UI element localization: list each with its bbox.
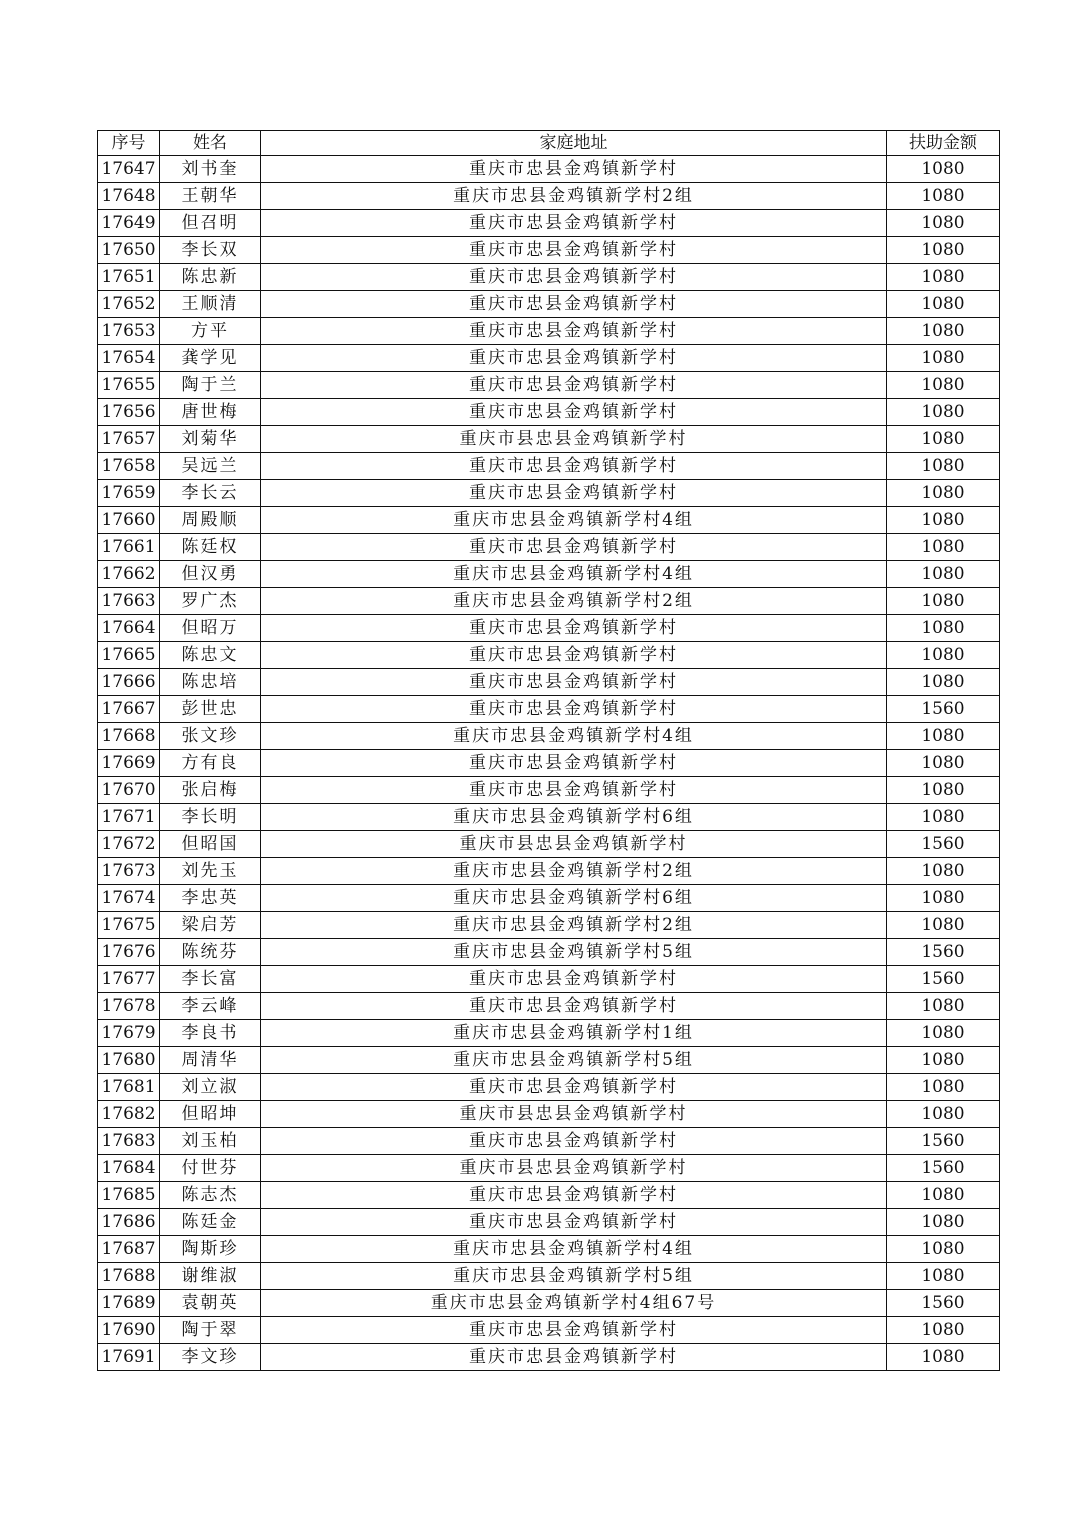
cell-name: 王顺清	[160, 291, 261, 318]
cell-seq: 17672	[98, 831, 160, 858]
cell-seq: 17675	[98, 912, 160, 939]
cell-seq: 17665	[98, 642, 160, 669]
cell-amount: 1080	[887, 723, 1000, 750]
cell-amount: 1080	[887, 1344, 1000, 1371]
cell-name: 但昭国	[160, 831, 261, 858]
cell-amount: 1080	[887, 615, 1000, 642]
cell-amount: 1080	[887, 534, 1000, 561]
table-row	[98, 507, 1000, 534]
header-name: 姓名	[160, 131, 261, 156]
cell-amount: 1080	[887, 1317, 1000, 1344]
cell-address: 重庆市忠县金鸡镇新学村	[261, 372, 887, 399]
cell-seq: 17662	[98, 561, 160, 588]
cell-amount: 1080	[887, 399, 1000, 426]
cell-address: 重庆市忠县金鸡镇新学村	[261, 642, 887, 669]
cell-address: 重庆市忠县金鸡镇新学村	[261, 777, 887, 804]
table-row	[98, 615, 1000, 642]
cell-seq: 17684	[98, 1155, 160, 1182]
cell-seq: 17678	[98, 993, 160, 1020]
cell-seq: 17682	[98, 1101, 160, 1128]
cell-address: 重庆市忠县金鸡镇新学村4组	[261, 723, 887, 750]
table-row	[98, 804, 1000, 831]
table-row	[98, 561, 1000, 588]
cell-name: 吴远兰	[160, 453, 261, 480]
cell-seq: 17683	[98, 1128, 160, 1155]
cell-seq: 17687	[98, 1236, 160, 1263]
cell-address: 重庆市忠县金鸡镇新学村	[261, 291, 887, 318]
cell-name: 刘先玉	[160, 858, 261, 885]
cell-seq: 17679	[98, 1020, 160, 1047]
cell-amount: 1080	[887, 345, 1000, 372]
cell-seq: 17656	[98, 399, 160, 426]
cell-address: 重庆市忠县金鸡镇新学村	[261, 345, 887, 372]
cell-name: 梁启芳	[160, 912, 261, 939]
cell-amount: 1080	[887, 777, 1000, 804]
cell-address: 重庆市忠县金鸡镇新学村	[261, 156, 887, 183]
table-row	[98, 291, 1000, 318]
cell-name: 陈志杰	[160, 1182, 261, 1209]
cell-seq: 17685	[98, 1182, 160, 1209]
cell-seq: 17691	[98, 1344, 160, 1371]
cell-amount: 1080	[887, 480, 1000, 507]
table-row	[98, 318, 1000, 345]
cell-address: 重庆市忠县金鸡镇新学村	[261, 615, 887, 642]
header-amount: 扶助金额	[887, 131, 1000, 156]
cell-name: 陈忠文	[160, 642, 261, 669]
cell-name: 刘书奎	[160, 156, 261, 183]
cell-address: 重庆市忠县金鸡镇新学村	[261, 453, 887, 480]
cell-address: 重庆市忠县金鸡镇新学村	[261, 669, 887, 696]
cell-amount: 1080	[887, 183, 1000, 210]
cell-address: 重庆市县忠县金鸡镇新学村	[261, 426, 887, 453]
cell-name: 陈廷权	[160, 534, 261, 561]
cell-amount: 1080	[887, 1101, 1000, 1128]
table-body	[98, 156, 1000, 1371]
cell-seq: 17667	[98, 696, 160, 723]
cell-address: 重庆市忠县金鸡镇新学村	[261, 210, 887, 237]
table-row	[98, 1209, 1000, 1236]
cell-amount: 1080	[887, 1209, 1000, 1236]
cell-name: 陈统芬	[160, 939, 261, 966]
cell-seq: 17658	[98, 453, 160, 480]
cell-address: 重庆市忠县金鸡镇新学村1组	[261, 1020, 887, 1047]
cell-seq: 17657	[98, 426, 160, 453]
cell-name: 袁朝英	[160, 1290, 261, 1317]
cell-address: 重庆市忠县金鸡镇新学村4组	[261, 561, 887, 588]
cell-name: 方平	[160, 318, 261, 345]
cell-amount: 1080	[887, 804, 1000, 831]
cell-amount: 1080	[887, 1182, 1000, 1209]
cell-name: 但昭万	[160, 615, 261, 642]
header-address: 家庭地址	[261, 131, 887, 156]
cell-amount: 1080	[887, 372, 1000, 399]
cell-seq: 17668	[98, 723, 160, 750]
table-row	[98, 156, 1000, 183]
cell-amount: 1080	[887, 507, 1000, 534]
cell-amount: 1080	[887, 885, 1000, 912]
cell-address: 重庆市忠县金鸡镇新学村	[261, 318, 887, 345]
cell-name: 王朝华	[160, 183, 261, 210]
cell-name: 但昭坤	[160, 1101, 261, 1128]
cell-amount: 1080	[887, 264, 1000, 291]
cell-seq: 17681	[98, 1074, 160, 1101]
table-row	[98, 831, 1000, 858]
cell-amount: 1080	[887, 858, 1000, 885]
cell-address: 重庆市忠县金鸡镇新学村5组	[261, 939, 887, 966]
cell-address: 重庆市忠县金鸡镇新学村2组	[261, 912, 887, 939]
cell-name: 李忠英	[160, 885, 261, 912]
cell-address: 重庆市忠县金鸡镇新学村5组	[261, 1047, 887, 1074]
table-row	[98, 1101, 1000, 1128]
cell-name: 龚学见	[160, 345, 261, 372]
cell-seq: 17670	[98, 777, 160, 804]
cell-amount: 1560	[887, 831, 1000, 858]
cell-seq: 17648	[98, 183, 160, 210]
cell-seq: 17650	[98, 237, 160, 264]
cell-amount: 1080	[887, 750, 1000, 777]
cell-name: 李良书	[160, 1020, 261, 1047]
table-row	[98, 1047, 1000, 1074]
cell-name: 陶斯珍	[160, 1236, 261, 1263]
cell-address: 重庆市忠县金鸡镇新学村	[261, 1209, 887, 1236]
table-row	[98, 1155, 1000, 1182]
table-row	[98, 912, 1000, 939]
cell-amount: 1080	[887, 1074, 1000, 1101]
table-row	[98, 1263, 1000, 1290]
table-row	[98, 237, 1000, 264]
table-row	[98, 1290, 1000, 1317]
cell-name: 刘立淑	[160, 1074, 261, 1101]
cell-amount: 1080	[887, 912, 1000, 939]
table-row	[98, 993, 1000, 1020]
cell-address: 重庆市忠县金鸡镇新学村	[261, 1182, 887, 1209]
cell-name: 陶于兰	[160, 372, 261, 399]
cell-address: 重庆市忠县金鸡镇新学村2组	[261, 588, 887, 615]
cell-address: 重庆市忠县金鸡镇新学村	[261, 696, 887, 723]
cell-seq: 17652	[98, 291, 160, 318]
cell-seq: 17689	[98, 1290, 160, 1317]
cell-amount: 1080	[887, 642, 1000, 669]
cell-seq: 17674	[98, 885, 160, 912]
cell-amount: 1080	[887, 1020, 1000, 1047]
table-row	[98, 453, 1000, 480]
cell-address: 重庆市忠县金鸡镇新学村	[261, 750, 887, 777]
cell-name: 陈忠新	[160, 264, 261, 291]
cell-address: 重庆市忠县金鸡镇新学村	[261, 1317, 887, 1344]
subsidy-table	[97, 130, 1000, 1371]
cell-seq: 17686	[98, 1209, 160, 1236]
cell-address: 重庆市忠县金鸡镇新学村	[261, 966, 887, 993]
cell-seq: 17653	[98, 318, 160, 345]
cell-seq: 17649	[98, 210, 160, 237]
cell-name: 李长云	[160, 480, 261, 507]
cell-name: 周殿顺	[160, 507, 261, 534]
cell-name: 李云峰	[160, 993, 261, 1020]
table-row	[98, 750, 1000, 777]
cell-amount: 1080	[887, 453, 1000, 480]
cell-address: 重庆市忠县金鸡镇新学村4组	[261, 1236, 887, 1263]
cell-amount: 1080	[887, 561, 1000, 588]
cell-address: 重庆市忠县金鸡镇新学村	[261, 237, 887, 264]
cell-address: 重庆市忠县金鸡镇新学村	[261, 1344, 887, 1371]
cell-name: 李文珍	[160, 1344, 261, 1371]
table-row	[98, 345, 1000, 372]
cell-address: 重庆市忠县金鸡镇新学村	[261, 480, 887, 507]
cell-address: 重庆市忠县金鸡镇新学村6组	[261, 804, 887, 831]
cell-address: 重庆市县忠县金鸡镇新学村	[261, 831, 887, 858]
cell-amount: 1560	[887, 1155, 1000, 1182]
cell-address: 重庆市县忠县金鸡镇新学村	[261, 1155, 887, 1182]
table-row	[98, 723, 1000, 750]
cell-address: 重庆市忠县金鸡镇新学村	[261, 399, 887, 426]
cell-address: 重庆市县忠县金鸡镇新学村	[261, 1101, 887, 1128]
cell-seq: 17671	[98, 804, 160, 831]
cell-name: 但召明	[160, 210, 261, 237]
table-row	[98, 534, 1000, 561]
cell-address: 重庆市忠县金鸡镇新学村6组	[261, 885, 887, 912]
cell-address: 重庆市忠县金鸡镇新学村5组	[261, 1263, 887, 1290]
cell-amount: 1080	[887, 993, 1000, 1020]
cell-name: 陈廷金	[160, 1209, 261, 1236]
cell-amount: 1560	[887, 1290, 1000, 1317]
cell-amount: 1560	[887, 696, 1000, 723]
cell-seq: 17680	[98, 1047, 160, 1074]
cell-seq: 17669	[98, 750, 160, 777]
cell-name: 陈忠培	[160, 669, 261, 696]
cell-seq: 17663	[98, 588, 160, 615]
cell-name: 李长富	[160, 966, 261, 993]
cell-amount: 1080	[887, 669, 1000, 696]
cell-seq: 17676	[98, 939, 160, 966]
cell-seq: 17659	[98, 480, 160, 507]
cell-name: 周清华	[160, 1047, 261, 1074]
cell-name: 谢维淑	[160, 1263, 261, 1290]
table-row	[98, 399, 1000, 426]
table-row	[98, 210, 1000, 237]
table-row	[98, 642, 1000, 669]
cell-amount: 1560	[887, 966, 1000, 993]
cell-address: 重庆市忠县金鸡镇新学村	[261, 1074, 887, 1101]
cell-seq: 17654	[98, 345, 160, 372]
cell-amount: 1560	[887, 939, 1000, 966]
cell-address: 重庆市忠县金鸡镇新学村	[261, 264, 887, 291]
cell-amount: 1560	[887, 1128, 1000, 1155]
cell-amount: 1080	[887, 318, 1000, 345]
header-seq: 序号	[98, 131, 160, 156]
cell-address: 重庆市忠县金鸡镇新学村	[261, 993, 887, 1020]
table-row	[98, 1344, 1000, 1371]
cell-name: 唐世梅	[160, 399, 261, 426]
table-row	[98, 966, 1000, 993]
cell-name: 李长明	[160, 804, 261, 831]
cell-seq: 17664	[98, 615, 160, 642]
cell-address: 重庆市忠县金鸡镇新学村4组67号	[261, 1290, 887, 1317]
cell-name: 李长双	[160, 237, 261, 264]
table-row	[98, 696, 1000, 723]
cell-name: 张文珍	[160, 723, 261, 750]
table-row	[98, 885, 1000, 912]
cell-amount: 1080	[887, 1236, 1000, 1263]
table-row	[98, 858, 1000, 885]
table-row	[98, 1182, 1000, 1209]
cell-name: 罗广杰	[160, 588, 261, 615]
cell-name: 刘菊华	[160, 426, 261, 453]
table-row	[98, 1236, 1000, 1263]
table-row	[98, 939, 1000, 966]
table-row	[98, 1020, 1000, 1047]
cell-amount: 1080	[887, 1263, 1000, 1290]
cell-address: 重庆市忠县金鸡镇新学村2组	[261, 858, 887, 885]
table-row	[98, 372, 1000, 399]
cell-name: 彭世忠	[160, 696, 261, 723]
cell-name: 但汉勇	[160, 561, 261, 588]
cell-address: 重庆市忠县金鸡镇新学村	[261, 534, 887, 561]
cell-amount: 1080	[887, 210, 1000, 237]
cell-seq: 17647	[98, 156, 160, 183]
table-row	[98, 588, 1000, 615]
cell-amount: 1080	[887, 291, 1000, 318]
cell-seq: 17677	[98, 966, 160, 993]
table-row	[98, 669, 1000, 696]
table-row	[98, 426, 1000, 453]
table-row	[98, 480, 1000, 507]
cell-name: 张启梅	[160, 777, 261, 804]
cell-seq: 17688	[98, 1263, 160, 1290]
cell-amount: 1080	[887, 426, 1000, 453]
table-row	[98, 777, 1000, 804]
cell-seq: 17690	[98, 1317, 160, 1344]
cell-name: 刘玉柏	[160, 1128, 261, 1155]
cell-address: 重庆市忠县金鸡镇新学村4组	[261, 507, 887, 534]
cell-amount: 1080	[887, 237, 1000, 264]
cell-seq: 17673	[98, 858, 160, 885]
cell-seq: 17661	[98, 534, 160, 561]
cell-seq: 17660	[98, 507, 160, 534]
table-row	[98, 264, 1000, 291]
table-header	[98, 131, 1000, 156]
cell-name: 陶于翠	[160, 1317, 261, 1344]
cell-address: 重庆市忠县金鸡镇新学村	[261, 1128, 887, 1155]
table-row	[98, 1074, 1000, 1101]
table-row	[98, 1317, 1000, 1344]
header-row	[98, 131, 1000, 156]
cell-seq: 17666	[98, 669, 160, 696]
table-row	[98, 183, 1000, 210]
cell-amount: 1080	[887, 588, 1000, 615]
table-row	[98, 1128, 1000, 1155]
cell-name: 方有良	[160, 750, 261, 777]
cell-amount: 1080	[887, 156, 1000, 183]
cell-amount: 1080	[887, 1047, 1000, 1074]
cell-address: 重庆市忠县金鸡镇新学村2组	[261, 183, 887, 210]
cell-seq: 17655	[98, 372, 160, 399]
cell-name: 付世芬	[160, 1155, 261, 1182]
cell-seq: 17651	[98, 264, 160, 291]
